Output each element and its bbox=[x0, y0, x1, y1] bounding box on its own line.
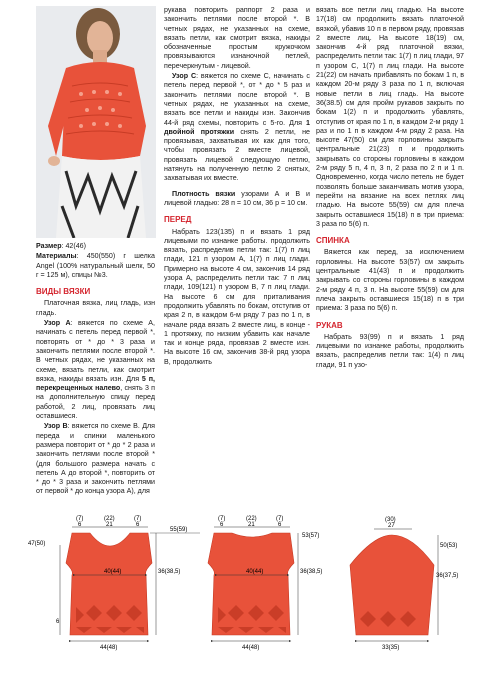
back-height-total: 53(57) bbox=[302, 533, 320, 539]
sleeve-diagram bbox=[350, 517, 458, 651]
column-middle bbox=[164, 6, 310, 368]
model-photo bbox=[36, 6, 156, 238]
pattern-b-para: Узор В: вяжется по схеме В. Для переда и спинки маленького размера повторит от * до * 2 раза и закончить петлями после второй * (для большого размера начать с петель А до второй *, повторить от * до * 3 раза и закончить петлями от первой * до конца узора А), для bbox=[36, 422, 155, 496]
back-top-right: (7) bbox=[276, 516, 284, 522]
sleeve-height-total: 50(53) bbox=[440, 543, 458, 549]
materials-para: Материалы: 450(550) г шелка Angel (100% натуральный шелк, 50 г = 125 м), спицы №3. bbox=[36, 252, 155, 279]
heading-knit-types: ВИДЫ ВЯЗКИ bbox=[36, 287, 91, 297]
heading-sleeve: РУКАВ bbox=[316, 320, 343, 330]
density-para: Плотность вязки узорами А и В и лицевой гладью: 28 п = 10 см, 36 р = 10 см. bbox=[164, 189, 310, 207]
back-top-mid2: 21 bbox=[248, 522, 255, 528]
model-illustration bbox=[36, 6, 156, 238]
back-height-arm: 36(38,5) bbox=[300, 569, 323, 575]
sleeve-height-arm: 36(37,5) bbox=[436, 573, 459, 579]
heading-front: ПЕРЕД bbox=[164, 215, 192, 225]
continued-para: рукава повторить раппорт 2 раза и закончить петлями после второй *. В четных рядах, не указанных на схеме, вязать петли, как смотрит вязка, накиды обозначенные простым кружочком провязываются изнаночной петлей, перечеркнутым - лицевой. bbox=[164, 6, 310, 70]
front-top-left: (7) bbox=[76, 516, 84, 522]
front-para: Набрать 123(135) п и вязать 1 ряд лицевыми по изнанке работы. продолжить вязать, распределив петли так: 1(7) п лиц глади, 121 п узором А, 1(7) п лиц глади. Примерно на высоте 4 см, закончив 14 ряд узора А, распределить петли так: 7 п лиц глади, 109(121) п узором В, 7 п лиц глади. На высоте 6 см для приталивания продолжить убавлять по бокам, отступив от края 2 п, в каждом 6-м ряду 7 раз по 1 п, в начале ряда вязать 2 вместе лиц, в конце - 1 протяжку, по низким убавить как начале так и конце ряда, провязав 2 вместе изн. На высоте 16 см, закончив 38-й ряд узора В, продолжить bbox=[164, 227, 310, 366]
back-top-left: (7) bbox=[218, 516, 226, 522]
pattern-diagrams bbox=[20, 515, 465, 695]
pattern-a-para: Узор А: вяжется по схеме А, начинать с петель перед первой *, повторять от * до * 3 раза и закончить петлями после второй *. В четных рядах, не указанных на схеме, вязать петли, как смотрит вязка, накиды вязать изн. Для 5 п, перекрещенных налево, снять 3 п на дополнительную спицу перед работой, 2 лиц, провязать лиц оставшиеся. bbox=[36, 319, 156, 421]
back-top-left2: 6 bbox=[220, 522, 224, 528]
front-top-left2: 6 bbox=[78, 522, 82, 528]
front-height-arm: 36(38,5) bbox=[158, 569, 181, 575]
front-top-mid2: 21 bbox=[106, 522, 113, 528]
front-top-right: (7) bbox=[134, 516, 142, 522]
front-top-mid: (22) bbox=[104, 516, 115, 522]
front-width-bottom: 44(48) bbox=[100, 645, 118, 651]
front-continued-para: вязать все петли лиц гладью. На высоте 17(18) см продолжить вязать платочной вязкой, убавив 10 п в первом ряду, провязав 2 вместе лиц. На высоте 18(19) см, закончив 4-й ряд платочной вязки, распределить петли так: 1(7) п лиц глади, 97 п узором С, 1(7) п лиц глади. На высоте 21(22) см начать прибавлять по бокам 1 п, в каждом 20-м ряду 3 раза по 1 п, включая новые петли в лиц гладь. На высоте 36(38.5) см для пройм рукавов закрыть по бокам 1(2) п и продолжить убавлять, отступив от края по 1 п, в каждом 2-м ряду 1 раз и по 1 п в каждом 4-м ряду 2 раза. На высоте 47(50) см для горловины закрыть центральные 21(23) п и продолжить закрывать со стороны горловины в каждом 2-м ряду 5 п, 4 п, 3 п, 2 раза по 2 п и 1 п. Одновременно, когда число петель не будет позволять больше заканчивать мотив узора, перейти на вязание на всех петлях лиц гладью. На высоте 55(59) см для плеча закрыть оставшиеся 15(18) п в три приема: 3 раза по 5(6) п. bbox=[316, 6, 464, 228]
back-width-mid: 40(44) bbox=[246, 569, 264, 575]
sleeve-width-bottom: 33(35) bbox=[382, 645, 400, 651]
heading-back: СПИНКА bbox=[316, 236, 350, 246]
column-left bbox=[36, 242, 155, 498]
back-diagram bbox=[208, 516, 322, 651]
pattern-c-para: Узор С: вяжется по схеме С, начинать с петель перед первой *, от * до * 5 раз и закончить петлями после второй *. В четных рядах, не указанных на схеме, вязать все петли и накиды изн. Закончив 44-й ряд схемы, повторить с 5-го. Для 1 двойной протяжки снять 2 петли, не провязывая, захватывая их как для того, чтобы провязать 2 вместе лицевой, провязать лицевой следующую петлю, натянуть на полученную петлю 2 снятых, захватывая их вместе. bbox=[164, 72, 310, 183]
back-width-bottom: 44(48) bbox=[242, 645, 260, 651]
back-para: Вяжется как перед, за исключением горловины. На высоте 53(57) см закрыть центральные 41(43) п и продолжить закрывать со стороны горловины в каждом 2-м ряду 4 п, 3 п. На высоте 55(59) см для плеча закрыть оставшиеся 15(18) п в три приема: 3 раза по 5(6) п. bbox=[316, 248, 464, 313]
size-para: Размер: 42(46) bbox=[36, 242, 86, 250]
front-height-low: 6 bbox=[56, 619, 60, 625]
front-top-right2: 6 bbox=[136, 522, 140, 528]
sleeve-top-mid2: 27 bbox=[388, 523, 395, 529]
back-top-mid: (22) bbox=[246, 516, 257, 522]
front-height-total: 55(59) bbox=[170, 527, 188, 533]
column-right bbox=[316, 6, 464, 371]
front-width-mid: 40(44) bbox=[104, 569, 122, 575]
front-diagram bbox=[28, 516, 200, 651]
sleeve-top-mid: (30) bbox=[385, 517, 396, 523]
front-height-left: 47(50) bbox=[28, 541, 46, 547]
back-top-right2: 6 bbox=[278, 522, 282, 528]
sleeve-para: Набрать 93(99) п и вязать 1 ряд лицевыми по изнанке работы, продолжить вязать, распределив петли так: 1(4) п лиц глади, 91 п узо- bbox=[316, 332, 464, 369]
flat-knit-para: Платочная вязка, лиц гладь, изн гладь. bbox=[36, 299, 155, 317]
